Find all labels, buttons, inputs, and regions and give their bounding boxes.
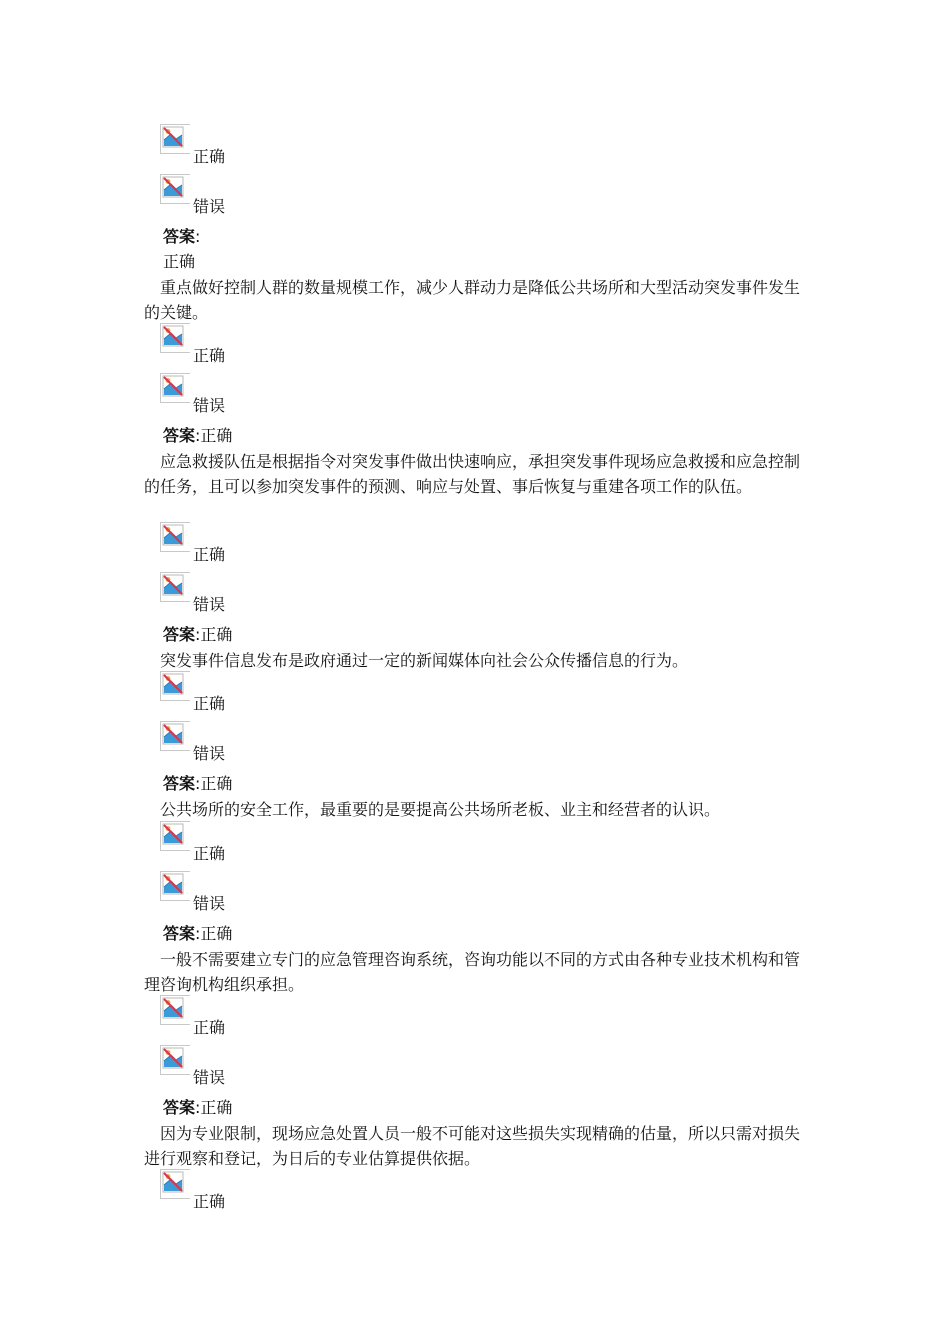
broken-image-icon — [160, 323, 190, 353]
question-text: 重点做好控制人群的数量规模工作，减少人群动力是降低公共场所和大型活动突发事件发生的关键。 — [144, 278, 801, 322]
option-wrong[interactable]: 错误 — [193, 197, 226, 216]
answer-value: 正确 — [163, 252, 196, 271]
option-correct[interactable]: 正确 — [193, 844, 226, 863]
broken-image-icon — [160, 671, 190, 701]
question-text: 公共场所的安全工作，最重要的是要提高公共场所老板、业主和经营者的认识。 — [160, 800, 721, 819]
option-correct[interactable]: 正确 — [193, 545, 226, 564]
answer-line: 答案:正确 — [163, 625, 233, 644]
broken-image-icon — [160, 522, 190, 552]
answer-line: 答案:正确 — [163, 426, 233, 445]
broken-image-icon — [160, 871, 190, 901]
option-wrong[interactable]: 错误 — [193, 396, 226, 415]
broken-image-icon — [160, 1169, 190, 1199]
broken-image-icon — [160, 821, 190, 851]
question-text: 应急救援队伍是根据指令对突发事件做出快速响应，承担突发事件现场应急救援和应急控制的任务，且可以参加突发事件的预测、响应与处置、事后恢复与重建各项工作的队伍。 — [144, 452, 801, 496]
broken-image-icon — [160, 572, 190, 602]
option-correct[interactable]: 正确 — [193, 1018, 226, 1037]
broken-image-icon — [160, 1045, 190, 1075]
option-wrong[interactable]: 错误 — [193, 894, 226, 913]
answer-label: 答案: — [163, 227, 201, 246]
question-text: 突发事件信息发布是政府通过一定的新闻媒体向社会公众传播信息的行为。 — [160, 651, 689, 670]
option-wrong[interactable]: 错误 — [193, 1068, 226, 1087]
option-wrong[interactable]: 错误 — [193, 744, 226, 763]
option-wrong[interactable]: 错误 — [193, 595, 226, 614]
broken-image-icon — [160, 995, 190, 1025]
option-correct[interactable]: 正确 — [193, 694, 226, 713]
answer-line: 答案:正确 — [163, 774, 233, 793]
option-correct[interactable]: 正确 — [193, 1192, 226, 1211]
broken-image-icon — [160, 174, 190, 204]
broken-image-icon — [160, 124, 190, 154]
question-text: 一般不需要建立专门的应急管理咨询系统，咨询功能以不同的方式由各种专业技术机构和管理咨询机构组织承担。 — [144, 950, 801, 994]
option-correct[interactable]: 正确 — [193, 147, 226, 166]
answer-line: 答案:正确 — [163, 924, 233, 943]
question-text: 因为专业限制，现场应急处置人员一般不可能对这些损失实现精确的估量，所以只需对损失进行观察和登记，为日后的专业估算提供依据。 — [144, 1124, 801, 1168]
option-correct[interactable]: 正确 — [193, 346, 226, 365]
broken-image-icon — [160, 721, 190, 751]
answer-line: 答案:正确 — [163, 1098, 233, 1117]
broken-image-icon — [160, 373, 190, 403]
